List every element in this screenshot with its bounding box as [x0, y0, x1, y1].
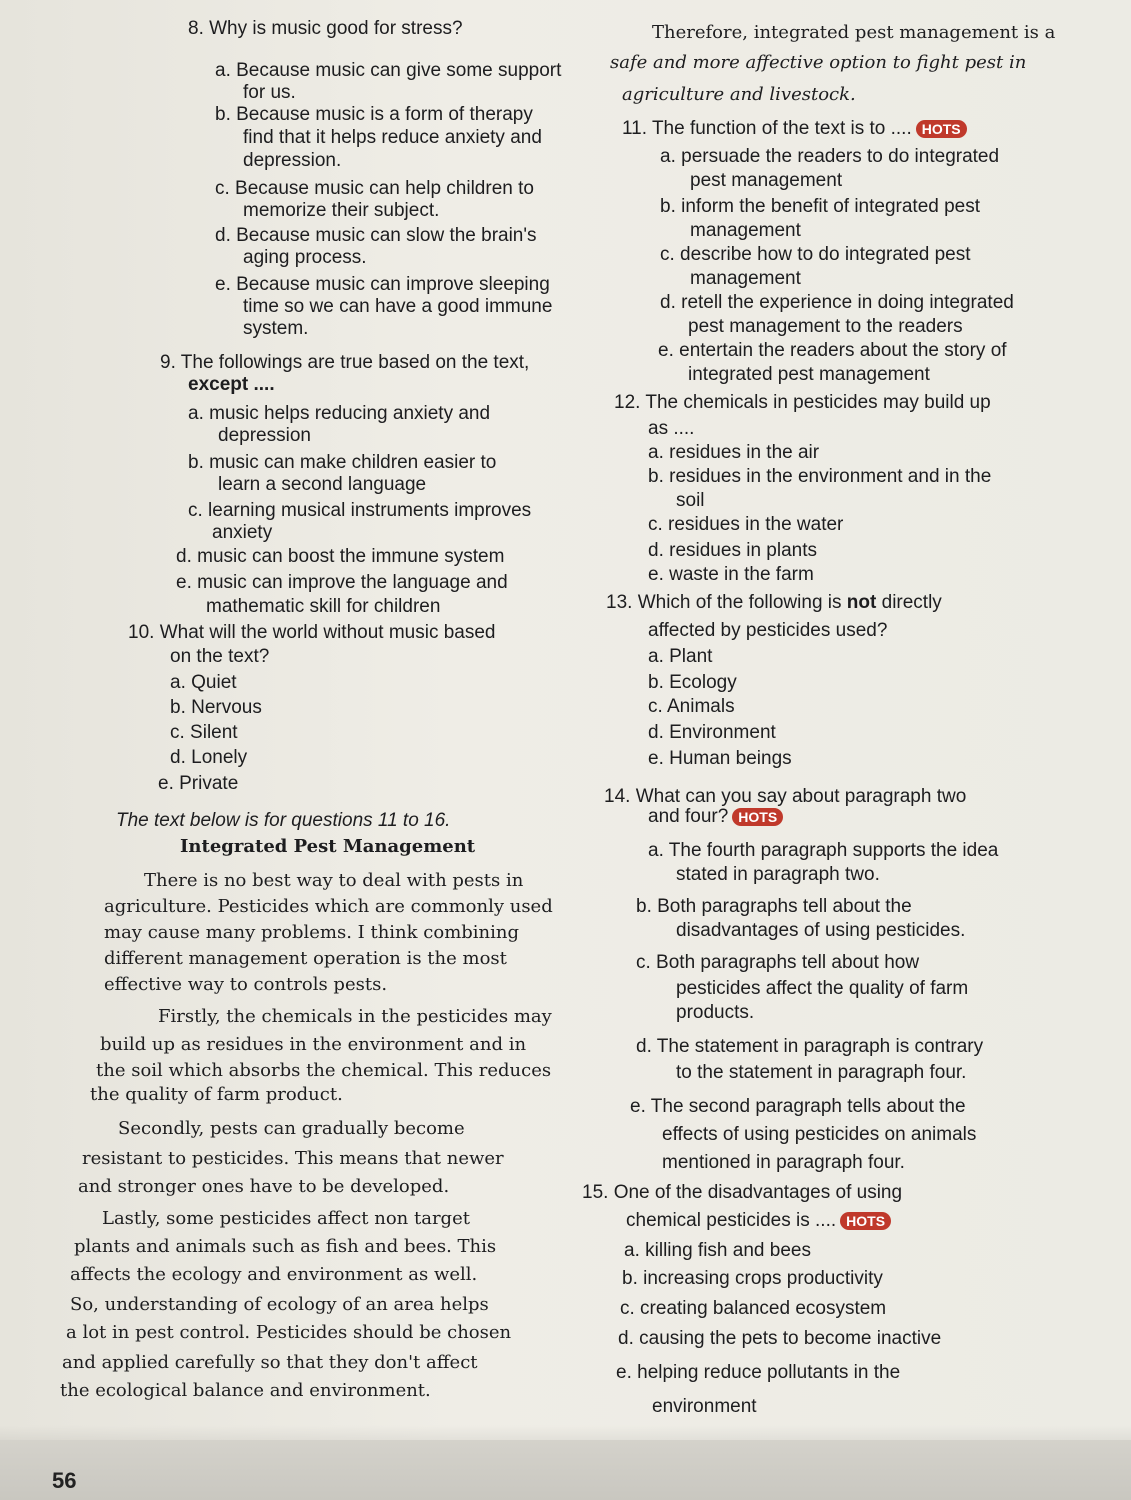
q9-option-e-line2: mathematic skill for children — [206, 596, 441, 617]
q11-option-d-line1: d. retell the experience in doing integrated — [660, 292, 1014, 313]
passage-title: Integrated Pest Management — [180, 836, 476, 857]
page-number: 56 — [52, 1468, 77, 1493]
q8-option-d-line1: d. Because music can slow the brain's — [215, 225, 537, 246]
q8-option-e-line1: e. Because music can improve sleeping — [215, 274, 550, 295]
q10-option-b: b. Nervous — [170, 697, 262, 718]
q14-option-c-line3: products. — [676, 1002, 755, 1023]
q14-option-b-line1: b. Both paragraphs tell about the — [636, 896, 912, 917]
q9-option-a-line2: depression — [218, 425, 311, 446]
q15-option-e-line2: environment — [652, 1396, 757, 1417]
question-14: 14. What can you say about paragraph two — [604, 786, 967, 807]
passage-p2-line3: the soil which absorbs the chemical. This reduces — [96, 1060, 552, 1081]
passage-p4-line1: Lastly, some pesticides affect non target — [102, 1208, 470, 1229]
q10-option-a: a. Quiet — [170, 672, 237, 693]
q13-option-b: b. Ecology — [648, 672, 737, 693]
passage-p3-line2: resistant to pesticides. This means that newer — [82, 1148, 504, 1169]
q8-option-b-line1: b. Because music is a form of therapy — [215, 104, 533, 125]
question-15-line2: chemical pesticides is .... HOTS — [626, 1210, 891, 1232]
q8-option-e-line2: time so we can have a good immune — [243, 296, 553, 317]
passage-p3-line1: Secondly, pests can gradually become — [118, 1118, 465, 1139]
q8-option-a-line2: for us. — [243, 82, 296, 103]
q8-option-d-line2: aging process. — [243, 247, 367, 268]
q12-option-e: e. waste in the farm — [648, 564, 814, 585]
q9-option-b-line2: learn a second language — [218, 474, 427, 495]
passage-p1-line4: different management operation is the most — [104, 948, 507, 969]
q9-except: except .... — [188, 374, 275, 395]
passage-p4-line7: the ecological balance and environment. — [60, 1380, 431, 1401]
q8-option-c-line1: c. Because music can help children to — [215, 178, 534, 199]
passage-p2-line2: build up as residues in the environment and in — [100, 1034, 527, 1055]
question-15: 15. One of the disadvantages of using — [582, 1182, 903, 1203]
passage-p3-line3: and stronger ones have to be developed. — [78, 1176, 450, 1197]
question-11: 11. The function of the text is to .... HOTS — [622, 118, 967, 140]
question-10-line2: on the text? — [170, 646, 270, 667]
q11-option-a-line1: a. persuade the readers to do integrated — [660, 146, 1000, 167]
q14-option-c-line1: c. Both paragraphs tell about how — [636, 952, 920, 973]
q10-option-d: d. Lonely — [170, 747, 248, 768]
q14-option-b-line2: disadvantages of using pesticides. — [676, 920, 966, 941]
question-14-line2: and four? HOTS — [648, 806, 783, 828]
passage-p1-line2: agriculture. Pesticides which are commonly used — [104, 896, 553, 917]
passage-p4-line6: and applied carefully so that they don't affect — [62, 1352, 478, 1373]
q9-option-c-line2: anxiety — [212, 522, 273, 543]
question-8: 8. Why is music good for stress? — [188, 18, 463, 39]
q8-option-a-line1: a. Because music can give some support — [215, 60, 562, 81]
q13-option-a: a. Plant — [648, 646, 713, 667]
q9-option-e-line1: e. music can improve the language and — [176, 572, 508, 593]
q11-option-c-line1: c. describe how to do integrated pest — [660, 244, 971, 265]
q13-option-d: d. Environment — [648, 722, 776, 743]
q15-option-e-line1: e. helping reduce pollutants in the — [616, 1362, 901, 1383]
q9-option-c-line1: c. learning musical instruments improves — [188, 500, 532, 521]
q14-option-e-line3: mentioned in paragraph four. — [662, 1152, 905, 1173]
passage-p4-line4: So, understanding of ecology of an area helps — [70, 1294, 489, 1315]
passage-p4-line5: a lot in pest control. Pesticides should be chosen — [66, 1322, 512, 1343]
passage-p1-cont-line3: agriculture and livestock. — [622, 84, 856, 105]
q15-option-b: b. increasing crops productivity — [622, 1268, 883, 1289]
q14-option-a-line2: stated in paragraph two. — [676, 864, 880, 885]
question-10: 10. What will the world without music based — [128, 622, 496, 643]
q8-option-e-line3: system. — [243, 318, 309, 339]
question-12: 12. The chemicals in pesticides may build up — [614, 392, 991, 413]
hots-badge: HOTS — [732, 808, 783, 826]
passage-p1-line5: effective way to controls pests. — [104, 974, 388, 995]
q14-option-d-line2: to the statement in paragraph four. — [676, 1062, 967, 1083]
q12-option-b-line2: soil — [676, 490, 705, 511]
passage-p1-cont-line2: safe and more affective option to fight pest in — [610, 52, 1027, 73]
q10-option-e: e. Private — [158, 773, 239, 794]
q8-option-b-line3: depression. — [243, 150, 342, 171]
q10-option-c: c. Silent — [170, 722, 238, 743]
q12-option-c: c. residues in the water — [648, 514, 844, 535]
q9-option-a-line1: a. music helps reducing anxiety and — [188, 403, 491, 424]
passage-p1-line1: There is no best way to deal with pests in — [144, 870, 524, 891]
question-9: 9. The followings are true based on the text, — [160, 352, 530, 373]
question-13: 13. Which of the following is not directly — [606, 592, 942, 613]
q11-option-e-line2: integrated pest management — [688, 364, 930, 385]
q11-option-d-line2: pest management to the readers — [688, 316, 963, 337]
q9-option-d: d. music can boost the immune system — [176, 546, 505, 567]
q14-option-e-line2: effects of using pesticides on animals — [662, 1124, 977, 1145]
page-footer — [0, 1440, 1131, 1500]
passage-p4-line3: affects the ecology and environment as well. — [70, 1264, 478, 1285]
question-13-line2: affected by pesticides used? — [648, 620, 888, 641]
q11-option-a-line2: pest management — [690, 170, 843, 191]
question-12-line2: as .... — [648, 418, 695, 439]
passage-p1-cont-line1: Therefore, integrated pest management is a — [652, 22, 1056, 43]
passage-p2-line4: the quality of farm product. — [90, 1084, 343, 1105]
passage-intro: The text below is for questions 11 to 16. — [116, 810, 451, 831]
q13-option-c: c. Animals — [648, 696, 735, 717]
hots-badge: HOTS — [840, 1212, 891, 1230]
passage-p2-line1: Firstly, the chemicals in the pesticides may — [158, 1006, 552, 1027]
q13-option-e: e. Human beings — [648, 748, 792, 769]
q11-option-e-line1: e. entertain the readers about the story of — [658, 340, 1007, 361]
q14-option-a-line1: a. The fourth paragraph supports the idea — [648, 840, 999, 861]
passage-p1-line3: may cause many problems. I think combining — [104, 922, 520, 943]
q9-option-b-line1: b. music can make children easier to — [188, 452, 497, 473]
q8-option-b-line2: find that it helps reduce anxiety and — [243, 127, 542, 148]
q8-option-c-line2: memorize their subject. — [243, 200, 440, 221]
q15-option-c: c. creating balanced ecosystem — [620, 1298, 887, 1319]
q11-option-b-line2: management — [690, 220, 801, 241]
q12-option-b-line1: b. residues in the environment and in the — [648, 466, 992, 487]
q15-option-a: a. killing fish and bees — [624, 1240, 811, 1261]
q11-option-c-line2: management — [690, 268, 801, 289]
q14-option-c-line2: pesticides affect the quality of farm — [676, 978, 969, 999]
q11-option-b-line1: b. inform the benefit of integrated pest — [660, 196, 981, 217]
passage-p4-line2: plants and animals such as fish and bees. This — [74, 1236, 497, 1257]
q14-option-e-line1: e. The second paragraph tells about the — [630, 1096, 966, 1117]
hots-badge: HOTS — [916, 120, 967, 138]
q14-option-d-line1: d. The statement in paragraph is contrary — [636, 1036, 984, 1057]
q15-option-d: d. causing the pets to become inactive — [618, 1328, 942, 1349]
q12-option-d: d. residues in plants — [648, 540, 817, 561]
q12-option-a: a. residues in the air — [648, 442, 820, 463]
